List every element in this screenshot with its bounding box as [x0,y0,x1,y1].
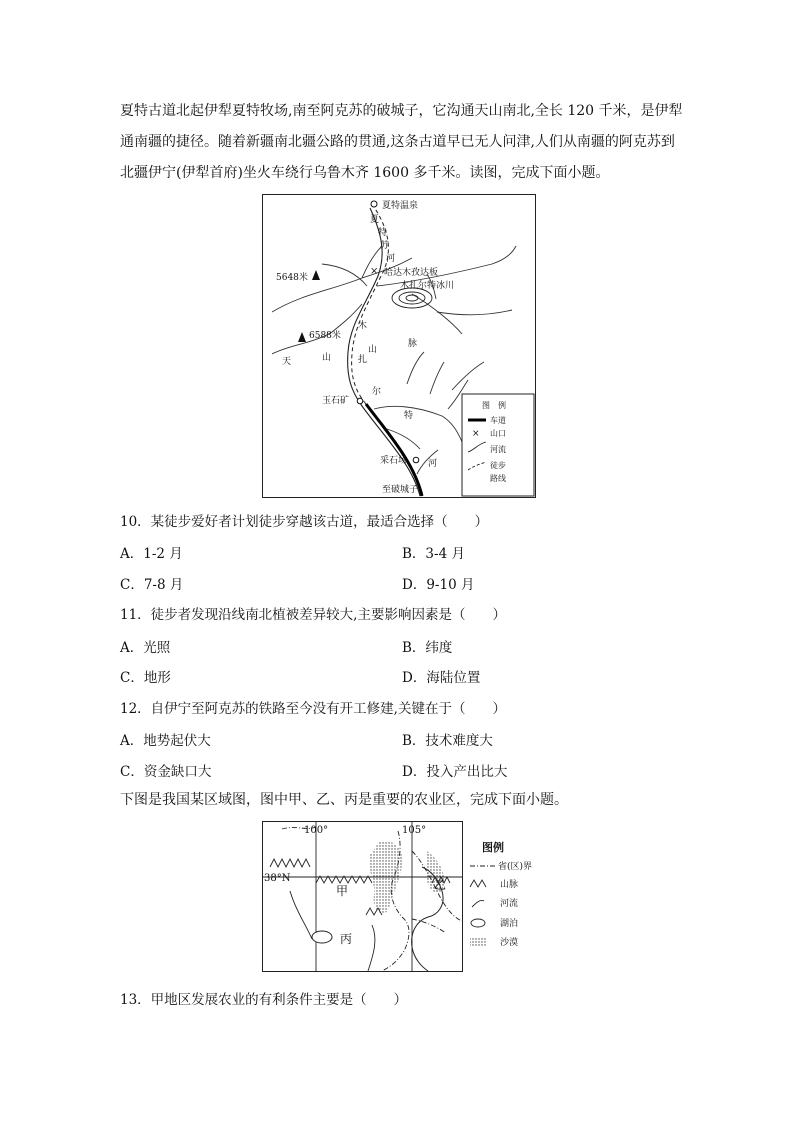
label-jade-mine: 玉石矿 [322,396,350,406]
question-13: 13．甲地区发展农业的有利条件主要是（ ） [120,992,408,1008]
question-10-option-b: B．3-4 月 [402,546,465,562]
label-to-city: 至破城子 [382,485,419,495]
map-xiate-ancient-road [262,194,536,498]
passage-1 [120,96,683,189]
label-jia: 甲 [336,884,349,898]
passage-1-line-1: 夏特古道北起伊犁夏特牧场,南至阿克苏的破城子，它沟通天山南北,全长 120 千米，是伊犁 [120,103,683,119]
map-2-legend [470,840,532,948]
map-1-legend [462,394,534,496]
label-zha: 扎 [358,355,368,365]
legend-1-title: 图 例 [482,401,506,410]
jade-mine-marker [357,398,363,404]
legend-2-title: 图例 [482,841,504,854]
label-yi: 乙 [434,878,447,892]
legend-1-trek: 徒步 [490,461,506,470]
label-shan-2: 山 [368,345,378,355]
label-bing: 丙 [340,932,353,946]
question-11-option-c: C．地形 [120,670,171,686]
hot-spring-marker [371,201,377,207]
passage-1-line-3: 北疆伊宁(伊犁首府)坐火车绕行乌鲁木齐 1600 多千米。读图，完成下面小题。 [120,165,610,181]
legend-1-river: 河流 [490,445,506,454]
question-12-option-b: B．技术难度大 [402,733,493,749]
lake [312,931,332,943]
label-mai: 脉 [408,339,418,349]
label-glacier: 木扎尔特冰川 [400,281,455,291]
label-pass: 哈达木孜达板 [384,268,439,278]
legend-1-pass-symbol: × [472,429,480,439]
label-mu: 木 [358,321,368,331]
legend-2-boundary: 省(区)界 [498,862,533,872]
legend-2-lake: 湖泊 [500,919,519,929]
legend-2-river: 河流 [500,899,519,909]
map-region-agriculture [262,821,534,973]
legend-2-desert: 沙漠 [500,938,519,948]
label-er: 尔 [372,387,382,397]
label-tian: 天 [282,357,292,367]
label-hot-spring: 夏特温泉 [382,201,419,211]
label-te-2: 特 [404,411,414,421]
question-12-option-d: D．投入产出比大 [402,764,508,780]
label-peak-5648: 5648米 [276,273,308,283]
label-xia: 夏 [370,215,380,225]
passage-2: 下图是我国某区域图，图中甲、乙、丙是重要的农业区，完成下面小题。 [120,792,568,808]
question-11-option-a: A．光照 [120,640,171,656]
label-lon-105: 105° [402,825,427,836]
label-su: 苏 [380,241,390,251]
label-shan: 山 [322,353,332,363]
question-12: 12．自伊宁至阿克苏的铁路至今没有开工修建,关键在于（ ） [120,701,506,717]
label-te: 特 [378,228,388,238]
question-11-option-b: B．纬度 [402,640,453,656]
label-lat-38: 38°N [264,873,291,884]
question-10-option-d: D．9-10 月 [402,577,475,593]
legend-1-pass: 山口 [490,429,506,438]
label-river-1: 河 [386,254,396,264]
question-10-option-c: C．7-8 月 [120,577,184,593]
question-11: 11．徒步者发现沿线南北植被差异较大,主要影响因素是（ ） [120,607,506,623]
label-lon-100: 100° [304,825,329,836]
legend-2-mountain: 山脉 [500,880,519,890]
label-peak-6588: 6588米 [309,331,341,341]
passage-1-line-2: 通南疆的捷径。随着新疆南北疆公路的贯通,这条古道早已无人问津,人们从南疆的阿克苏到 [120,134,675,150]
pass-marker: × [370,266,379,277]
question-11-option-d: D．海陆位置 [402,670,481,686]
question-12-option-a: A．地势起伏大 [120,733,211,749]
label-quarry: 采石场 [380,456,408,466]
label-river-2: 河 [428,459,438,469]
legend-1-road: 车道 [490,416,506,425]
legend-1-route: 路线 [490,474,506,483]
quarry-marker [413,457,419,463]
question-12-option-c: C．资金缺口大 [120,764,212,780]
question-10-option-a: A．1-2 月 [120,546,183,562]
question-10: 10．某徒步爱好者计划徒步穿越该古道，最适合选择（ ） [120,514,489,530]
